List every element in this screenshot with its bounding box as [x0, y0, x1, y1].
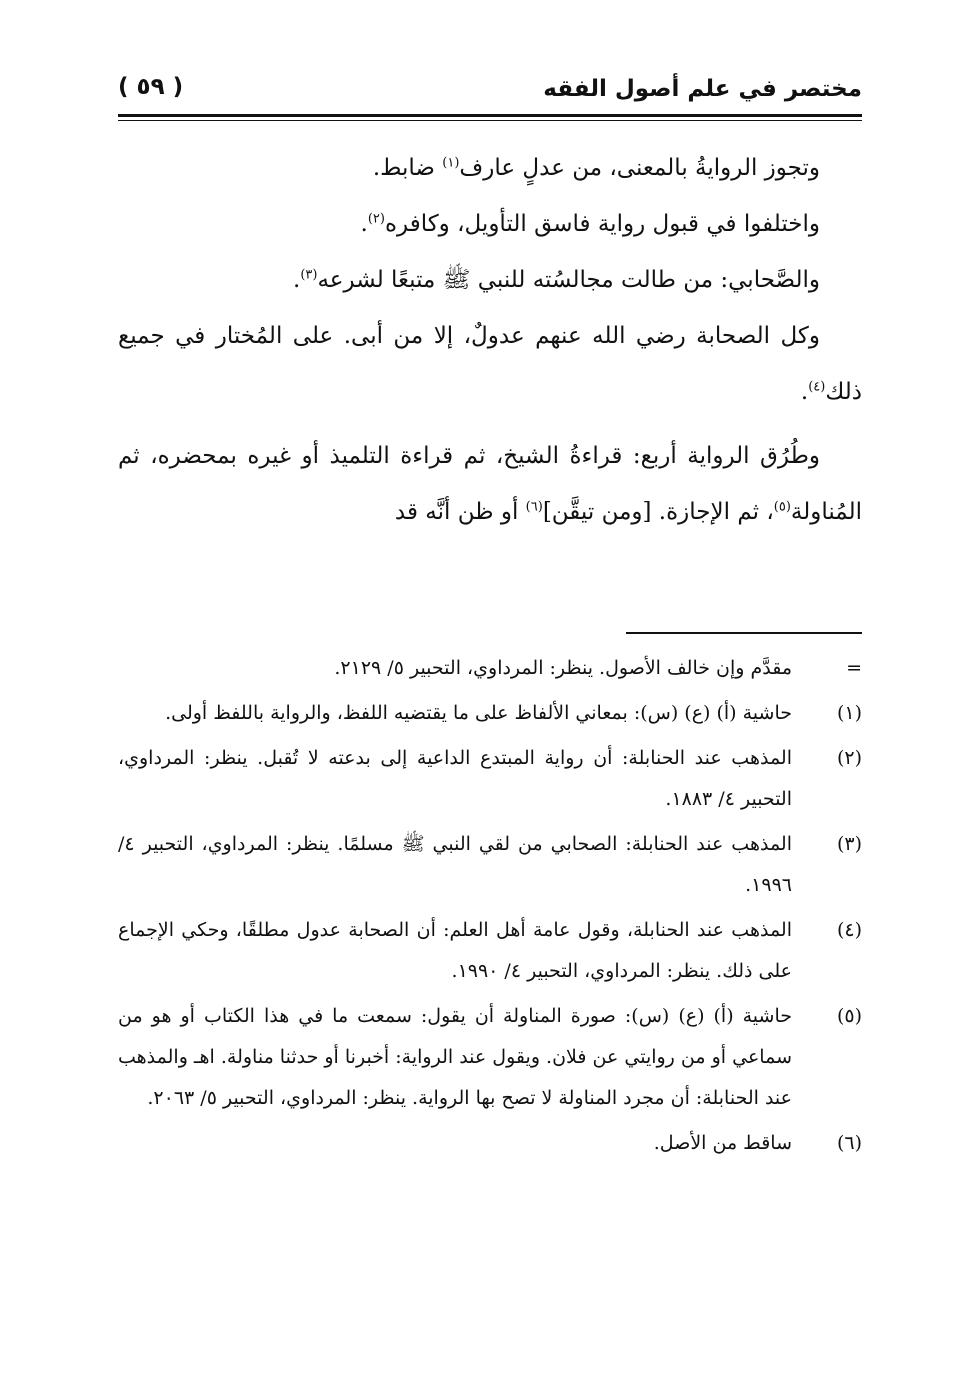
header-rule [118, 114, 862, 117]
footnotes [118, 648, 862, 1168]
footnote-text: المذهب عند الحنابلة: الصحابي من لقي النبي ﷺ مسلمًا. ينظر: المرداوي، التحبير ٤/ ١٩٩٦. [118, 833, 792, 896]
footnote-text: المذهب عند الحنابلة: أن رواية المبتدع الداعية إلى بدعته لا تُقبل. ينظر: المرداوي، التحبير ٤/ ١٨٨٣. [118, 747, 792, 810]
paragraph-text: وطُرُق الرواية أربع: قراءةُ الشيخ، ثم قراءة التلميذ أو غيره بمحضره، ثم المُناولة [118, 443, 862, 525]
footnote [118, 910, 862, 992]
footnote [118, 1123, 862, 1164]
footnote-text: حاشية (أ) (ع) (س): صورة المناولة أن يقول: سمعت ما في هذا الكتاب أو هو من سماعي أو من روايتي عن فلان. ويقول عند الرواية: أخبرنا أو حدثنا مناولة. اهـ والمذهب عند الحنابلة: أن مجرد المناولة لا تصح بها الرواية. ينظر: المرداوي، التحبير ٥/ ٢٠٦٣. [118, 1005, 792, 1109]
paragraph [118, 308, 862, 420]
footnote-text: مقدَّم وإن خالف الأصول. ينظر: المرداوي، التحبير ٥/ ٢١٢٩. [334, 657, 792, 679]
footnote-ref: (٣) [300, 267, 318, 283]
footnote-ref: (٢) [367, 211, 385, 227]
footnote-ref: (١) [442, 155, 460, 171]
footnote-ref: (٦) [525, 499, 543, 515]
paragraph [118, 140, 862, 196]
paragraph-text: . [360, 211, 368, 237]
footnote-number: = [846, 657, 862, 679]
paragraph-text: ، ثم الإجازة. [ومن تيقَّن] [542, 499, 774, 525]
footnote [118, 648, 862, 689]
header-rule-thin [118, 120, 862, 121]
footnote [118, 824, 862, 906]
footnote-number: (٢) [836, 747, 862, 769]
paragraph-text: والصَّحابي: من طالت مجالسُته للنبي ﷺ متبعًا لشرعه [317, 267, 820, 293]
running-title: مختصر في علم أصول الفقه [543, 76, 862, 102]
footnote-text: ساقط من الأصل. [653, 1132, 792, 1154]
paragraph-text: أو ظن أنَّه قد [394, 499, 526, 525]
footnote-number: (٤) [836, 919, 862, 941]
paragraph-text: ضابط. [372, 155, 443, 181]
footnote [118, 738, 862, 820]
footnote-number: (٦) [836, 1132, 862, 1154]
main-text [118, 140, 862, 540]
footnote [118, 996, 862, 1119]
page-number: ( ٥٩ ) [118, 74, 184, 100]
paragraph [118, 196, 862, 252]
paragraph-text: . [800, 379, 809, 405]
paragraph [118, 252, 862, 308]
footnote-ref: (٤) [808, 379, 826, 395]
footnote-number: (١) [836, 702, 862, 724]
footnote-text: حاشية (أ) (ع) (س): بمعاني الألفاظ على ما يقتضيه اللفظ، والرواية باللفظ أولى. [165, 702, 792, 724]
footnote-number: (٣) [836, 833, 862, 855]
footnote-text: المذهب عند الحنابلة، وقول عامة أهل العلم: أن الصحابة عدول مطلقًا، وحكي الإجماع على ذلك. ينظر: المرداوي، التحبير ٤/ ١٩٩٠. [118, 919, 792, 982]
page-header [118, 62, 862, 112]
paragraph-text: وكل الصحابة رضي الله عنهم عدولٌ، إلا من أبى. على المُختار في جميع ذلك [118, 323, 862, 405]
footnote-number: (٥) [836, 1005, 862, 1027]
footnote-ref: (٥) [773, 499, 791, 515]
footnote-separator [626, 632, 862, 634]
paragraph-text: . [293, 267, 301, 293]
paragraph-text: وتجوز الروايةُ بالمعنى، من عدلٍ عارف [459, 155, 820, 181]
paragraph-text: واختلفوا في قبول رواية فاسق التأويل، وكافره [384, 211, 820, 237]
paragraph [118, 428, 862, 540]
footnote [118, 693, 862, 734]
